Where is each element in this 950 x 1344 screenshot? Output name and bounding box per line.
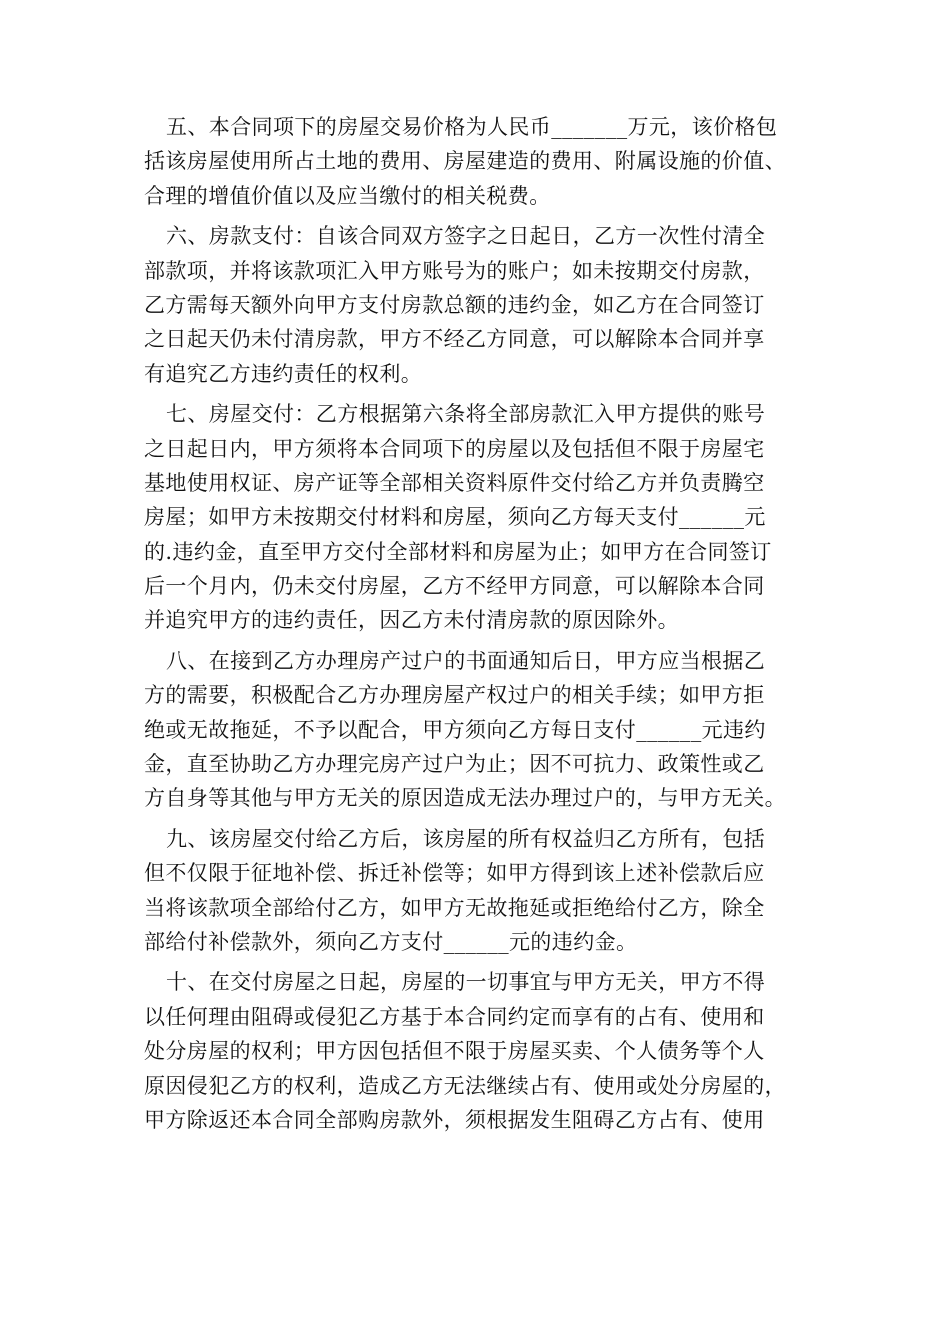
clause-7-line-5: 的.违约金，直至甲方交付全部材料和房屋为止；如甲方在合同签订 — [144, 539, 772, 564]
clause-8-line-1: 八、在接到乙方办理房产过户的书面通知后日，甲方应当根据乙 — [166, 648, 766, 673]
clause-9-line-1: 九、该房屋交付给乙方后，该房屋的所有权益归乙方所有，包括 — [166, 826, 766, 851]
clause-10-line-5: 甲方除返还本合同全部购房款外，须根据发生阻碍乙方占有、使用 — [144, 1107, 765, 1132]
clause-9-line-4: 部给付补偿款外，须向乙方支付______元的违约金。 — [144, 929, 638, 954]
clause-7-line-4: 房屋；如甲方未按期交付材料和房屋，须向乙方每天支付______元 — [144, 505, 766, 530]
contract-body — [144, 110, 804, 1137]
clause-7-line-3: 基地使用权证、房产证等全部相关资料原件交付给乙方并负责腾空 — [144, 470, 765, 495]
clause-6-line-3: 乙方需每天额外向甲方支付房款总额的违约金，如乙方在合同签订 — [144, 292, 765, 317]
clause-6-line-2: 部款项，并将该款项汇入甲方账号为的账户；如未按期交付房款， — [144, 258, 765, 283]
clause-6-line-5: 有追究乙方违约责任的权利。 — [144, 361, 423, 386]
clause-10-line-2: 以任何理由阻碍或侵犯乙方基于本合同约定而享有的占有、使用和 — [144, 1004, 765, 1029]
clause-7-line-7: 并追究甲方的违约责任，因乙方未付清房款的原因除外。 — [144, 608, 679, 633]
clause-10-line-1: 十、在交付房屋之日起，房屋的一切事宜与甲方无关，甲方不得 — [166, 970, 766, 995]
clause-10-line-3: 处分房屋的权利；甲方因包括但不限于房屋买卖、个人债务等个人 — [144, 1039, 765, 1064]
clause-6-line-4: 之日起天仍未付清房款，甲方不经乙方同意，可以解除本合同并享 — [144, 327, 765, 352]
clause-7-line-2: 之日起日内，甲方须将本合同项下的房屋以及包括但不限于房屋宅 — [144, 436, 765, 461]
clause-8-line-2: 方的需要，积极配合乙方办理房屋产权过户的相关手续；如甲方拒 — [144, 683, 765, 708]
clause-8-line-5: 方自身等其他与甲方无关的原因造成无法办理过户的，与甲方无关。 — [144, 786, 786, 811]
clause-8-line-4: 金，直至协助乙方办理完房产过户为止；因不可抗力、政策性或乙 — [144, 752, 765, 777]
clause-5-line-2: 括该房屋使用所占土地的费用、房屋建造的费用、附属设施的价值、 — [144, 149, 786, 174]
clause-6-line-1: 六、房款支付：自该合同双方签字之日起日，乙方一次性付清全 — [166, 224, 766, 249]
clause-7-line-6: 后一个月内，仍未交付房屋，乙方不经甲方同意，可以解除本合同 — [144, 574, 765, 599]
clause-8-line-3: 绝或无故拖延，不予以配合，甲方须向乙方每日支付______元违约 — [144, 717, 766, 742]
clause-9-line-2: 但不仅限于征地补偿、拆迁补偿等；如甲方得到该上述补偿款后应 — [144, 861, 765, 886]
clause-5-line-1: 五、本合同项下的房屋交易价格为人民币_______万元，该价格包 — [166, 115, 778, 139]
clause-10-line-4: 原因侵犯乙方的权利，造成乙方无法继续占有、使用或处分房屋的， — [144, 1073, 786, 1098]
clause-9-line-3: 当将该款项全部给付乙方，如甲方无故拖延或拒绝给付乙方，除全 — [144, 895, 765, 920]
clause-7-line-1: 七、房屋交付：乙方根据第六条将全部房款汇入甲方提供的账号 — [166, 402, 766, 427]
clause-5-line-3: 合理的增值价值以及应当缴付的相关税费。 — [144, 183, 551, 208]
